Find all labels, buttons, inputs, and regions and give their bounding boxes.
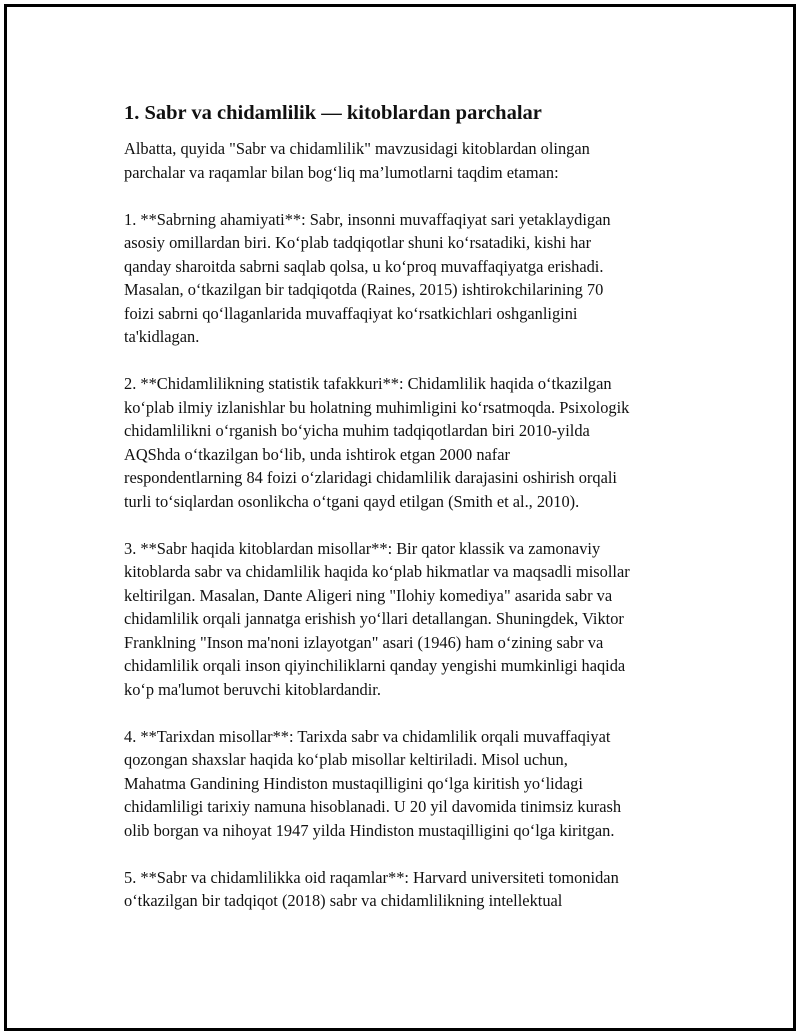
text-line: chidamliligi tarixiy namuna hisoblanadi. U 20 yil davomida tinimsiz kurash <box>124 797 622 816</box>
text-line: ko‘p ma'lumot beruvchi kitoblardandir. <box>124 679 381 699</box>
text-line: chidamlilik orqali inson qiyinchiliklarni qanday yengishi mumkinligi haqida <box>124 656 626 675</box>
document-body <box>124 99 699 936</box>
text-line: chidamlilik orqali jannatga erishish yo‘llari detallangan. Shuningdek, Viktor <box>124 609 624 628</box>
section-3-paragraph <box>124 537 699 702</box>
text-line: asosiy omillardan biri. Ko‘plab tadqiqotlar shuni ko‘rsatadiki, kishi har <box>124 233 592 252</box>
text-line: kitoblarda sabr va chidamlilik haqida ko‘plab hikmatlar va maqsadli misollar <box>124 562 630 581</box>
text-line: 4. **Tarixdan misollar**: Tarixda sabr va chidamlilik orqali muvaffaqiyat <box>124 726 611 746</box>
section-1-paragraph <box>124 208 699 349</box>
text-line: Franklning "Inson ma'noni izlayotgan" asari (1946) ham o‘zining sabr va <box>124 632 604 652</box>
text-line: qanday sharoitda sabrni saqlab qolsa, u ko‘proq muvaffaqiyatga erishadi. <box>124 256 604 276</box>
text-line: AQShda o‘tkazilgan bo‘lib, unda ishtirok etgan 2000 nafar <box>124 444 510 464</box>
text-line: 3. **Sabr haqida kitoblardan misollar**: Bir qator klassik va zamonaviy <box>124 538 601 558</box>
text-line: Masalan, o‘tkazilgan bir tadqiqotda (Raines, 2015) ishtirokchilarining 70 <box>124 280 604 299</box>
text-line: turli to‘siqlardan osonlikcha o‘tgani qayd etilgan (Smith et al., 2010). <box>124 491 580 511</box>
text-line: qozongan shaxslar haqida ko‘plab misollar keltiriladi. Misol uchun, <box>124 750 568 769</box>
text-line: respondentlarning 84 foizi o‘zlaridagi chidamlilik darajasini oshirish orqali <box>124 468 617 487</box>
page-frame <box>4 4 796 1031</box>
document-title: 1. Sabr va chidamlilik — kitoblardan parchalar <box>124 102 542 124</box>
section-2-paragraph <box>124 372 699 513</box>
section-5-paragraph <box>124 866 699 913</box>
text-line: chidamlilikni o‘rganish bo‘yicha muhim tadqiqotlardan biri 2010-yilda <box>124 421 590 440</box>
section-4-paragraph <box>124 725 699 843</box>
text-line: 2. **Chidamlilikning statistik tafakkuri**: Chidamlilik haqida o‘tkazilgan <box>124 374 612 393</box>
text-line: foizi sabrni qo‘llaganlarida muvaffaqiyat ko‘rsatkichlari oshganligini <box>124 303 578 323</box>
text-line: keltirilgan. Masalan, Dante Aligeri ning "Ilohiy komediya" asarida sabr va <box>124 585 613 605</box>
intro-paragraph <box>124 137 699 184</box>
text-line: ta'kidlagan. <box>124 327 200 346</box>
text-line: 1. **Sabrning ahamiyati**: Sabr, insonni muvaffaqiyat sari yetaklaydigan <box>124 209 611 229</box>
text-line: parchalar va raqamlar bilan bog‘liq ma’lumotlarni taqdim etaman: <box>124 162 559 182</box>
text-line: o‘tkazilgan bir tadqiqot (2018) sabr va chidamlilikning intellektual <box>124 891 563 910</box>
text-line: olib borgan va nihoyat 1947 yilda Hindiston mustaqilligini qo‘lga kiritgan. <box>124 820 615 840</box>
text-line: ko‘plab ilmiy izlanishlar bu holatning muhimligini ko‘rsatmoqda. Psixologik <box>124 397 630 417</box>
text-line: 5. **Sabr va chidamlilikka oid raqamlar**: Harvard universiteti tomonidan <box>124 867 619 887</box>
text-line: Mahatma Gandining Hindiston mustaqilligini qo‘lga kiritish yo‘lidagi <box>124 773 583 793</box>
text-line: Albatta, quyida "Sabr va chidamlilik" mavzusidagi kitoblardan olingan <box>124 139 590 158</box>
